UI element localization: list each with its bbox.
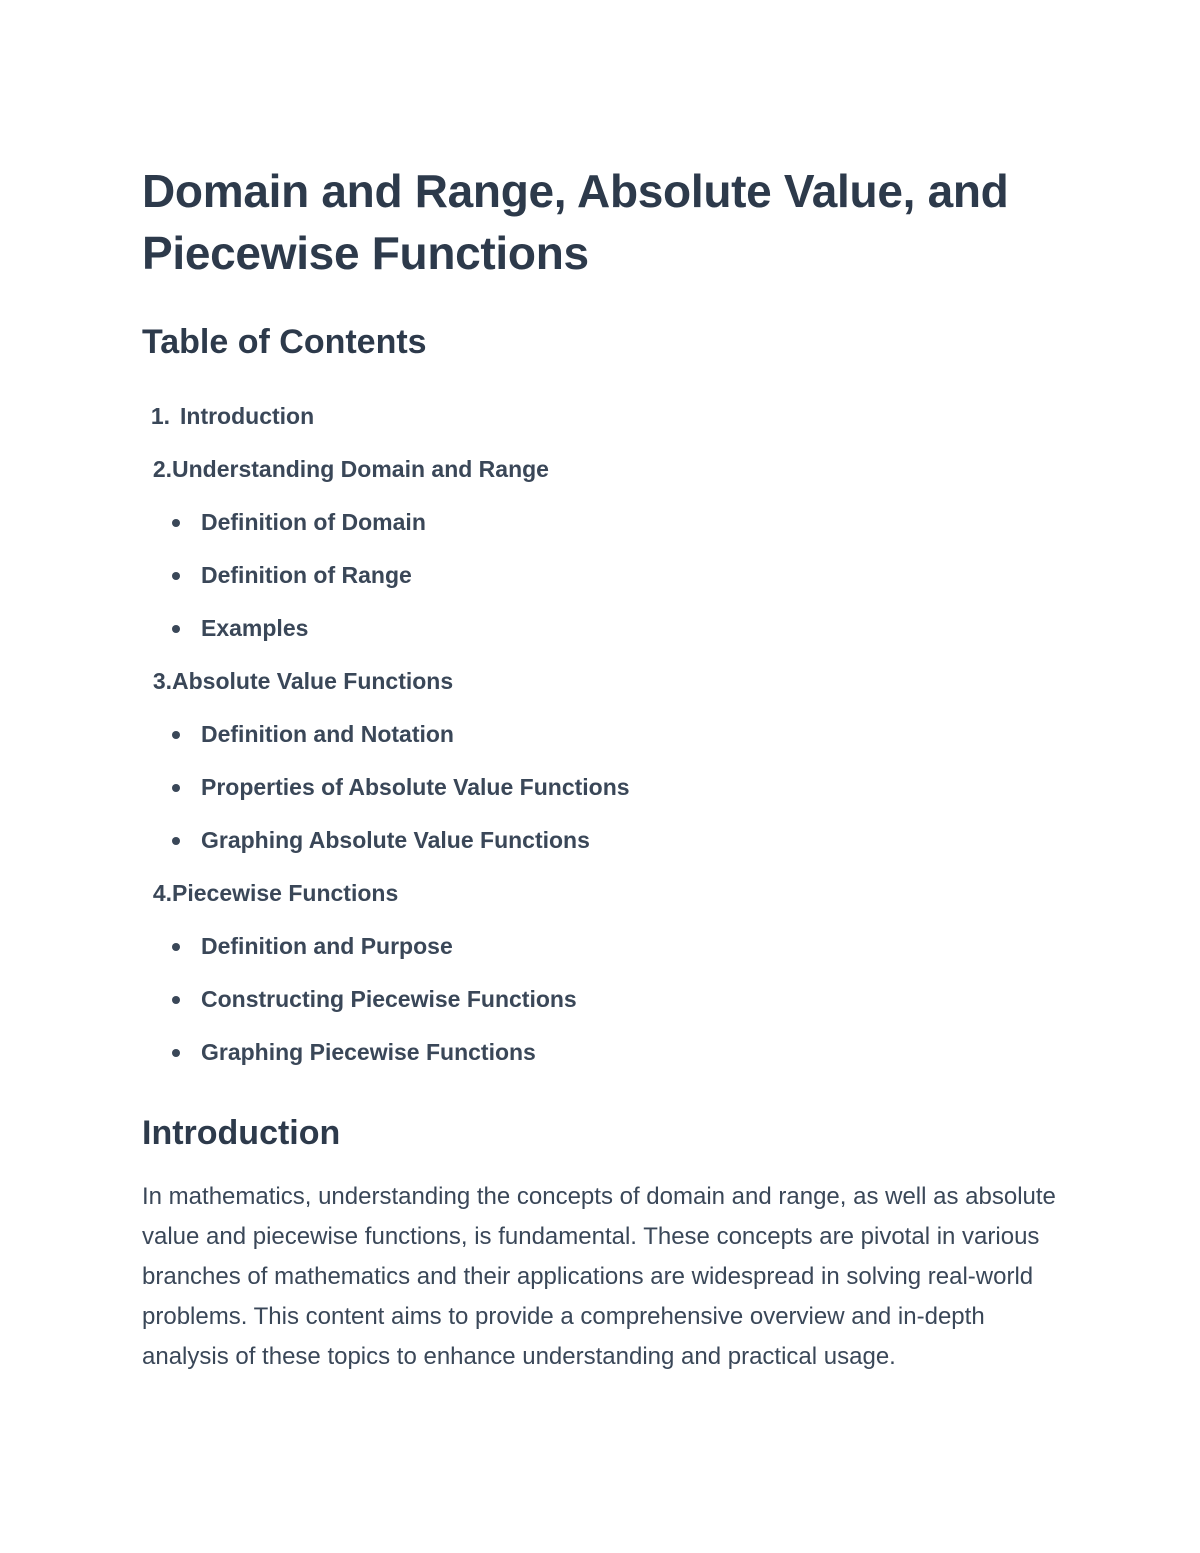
- toc-subitem-label: Properties of Absolute Value Functions: [201, 774, 630, 800]
- toc-subitem-label: Definition and Purpose: [201, 933, 453, 959]
- document-content: [142, 160, 1062, 1401]
- toc-heading: Table of Contents: [142, 323, 427, 361]
- toc-item-label: Absolute Value Functions: [172, 668, 454, 694]
- bullet-icon: [172, 572, 180, 580]
- toc-subitem: [142, 708, 1062, 761]
- toc-item-number: 2.: [152, 456, 172, 482]
- document-title: Domain and Range, Absolute Value, and Piecewise Functions: [142, 165, 1009, 279]
- toc-item-number: 3.: [152, 668, 172, 694]
- introduction-paragraph: In mathematics, understanding the concepts of domain and range, as well as absolute value and piecewise functions, is fundamental. These concepts are pivotal in various branches of mathematics and their applications are widespread in solving real-world problems. This content aims to provide a comprehensive overview and in-depth analysis of these topics to enhance understanding and practical usage.: [142, 1183, 1056, 1370]
- toc-item-number: 1.: [150, 403, 170, 429]
- toc-subitem: [142, 973, 1062, 1026]
- bullet-icon: [172, 731, 180, 739]
- toc-item-piecewise: [142, 867, 1062, 920]
- toc-item-label: Introduction: [180, 403, 315, 429]
- toc-subitem: [142, 814, 1062, 867]
- bullet-icon: [172, 996, 180, 1004]
- bullet-icon: [172, 943, 180, 951]
- toc-subitem-label: Constructing Piecewise Functions: [201, 986, 577, 1012]
- toc-item-label: Understanding Domain and Range: [172, 456, 549, 482]
- bullet-icon: [172, 625, 180, 633]
- bullet-icon: [172, 837, 180, 845]
- toc-subitem-label: Graphing Absolute Value Functions: [201, 827, 590, 853]
- toc-subitem-label: Definition of Domain: [201, 509, 426, 535]
- toc-item-label: Piecewise Functions: [172, 880, 399, 906]
- introduction-heading: Introduction: [142, 1114, 341, 1152]
- toc-item-number: 4.: [152, 880, 172, 906]
- toc-item-absolute-value: [142, 655, 1062, 708]
- toc-subitem: [142, 602, 1062, 655]
- toc-subitem-label: Definition and Notation: [201, 721, 454, 747]
- toc-item-domain-range: [142, 443, 1062, 496]
- toc-subitem: [142, 549, 1062, 602]
- toc-subitem: [142, 761, 1062, 814]
- toc-subitem: [142, 1026, 1062, 1079]
- toc-subitem-label: Examples: [201, 615, 309, 641]
- toc-subitem-label: Graphing Piecewise Functions: [201, 1039, 536, 1065]
- toc-subitem-label: Definition of Range: [201, 562, 412, 588]
- table-of-contents: [142, 390, 1062, 1079]
- toc-subitem: [142, 920, 1062, 973]
- toc-item-introduction: [142, 390, 1062, 443]
- bullet-icon: [172, 519, 180, 527]
- toc-subitem: [142, 496, 1062, 549]
- bullet-icon: [172, 1049, 180, 1057]
- bullet-icon: [172, 784, 180, 792]
